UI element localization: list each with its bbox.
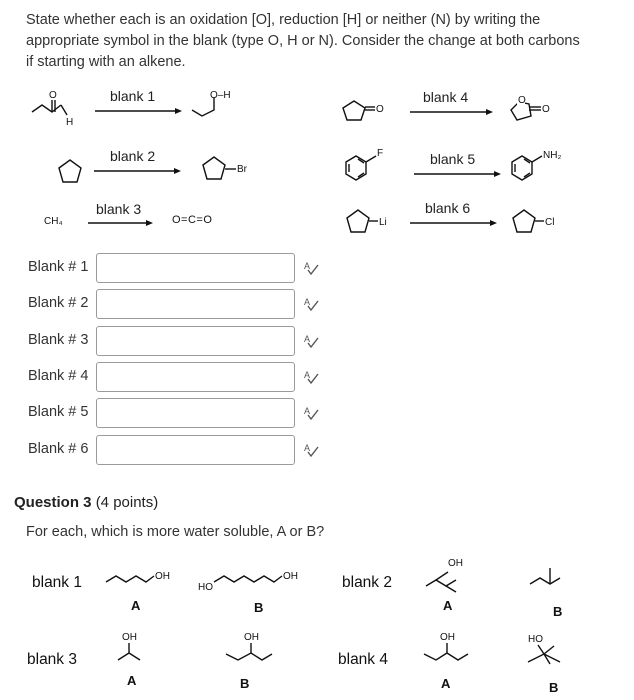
carbon-dioxide-label: O=C=O [172,214,213,226]
question-3-heading [14,494,158,511]
question-3-prompt: For each, which is more water soluble, A or B? [26,524,325,540]
blank-label-3: Blank # 3 [28,332,89,348]
reaction-label-blank-2: blank 2 [110,148,156,164]
spellcheck-icon[interactable] [302,368,320,386]
reaction-arrow-5 [414,169,504,179]
blank-4-input[interactable] [96,362,295,392]
blank-3-input[interactable] [96,326,295,356]
oh-label: OH [244,632,259,643]
q3-blank2-a-label: A [443,598,453,613]
q3-blank1-b-label: B [254,600,264,615]
q3-blank1-a-structure [104,566,194,596]
oh-label: OH [448,558,463,569]
blank-2-input[interactable] [96,289,295,319]
q3-blank-1-label: blank 1 [32,574,82,591]
lactone-structure [505,92,565,132]
blank-label-6: Blank # 6 [28,441,89,457]
atom-f: F [377,148,384,159]
hydroxyl-label: O–H [210,90,231,101]
q3-blank3-a-label: A [127,673,137,688]
q3-blank2-b-label: B [553,604,563,619]
blank-row-2 [28,289,328,319]
reaction-arrow-2 [94,166,184,176]
q3-blank4-a-structure [420,630,480,666]
blank-label-2: Blank # 2 [28,295,89,311]
spellcheck-icon[interactable] [302,441,320,459]
reaction-arrow-4 [410,107,500,117]
blank-row-1 [28,253,328,283]
reaction-label-blank-1: blank 1 [110,88,156,104]
question-3-points: (4 points) [95,494,159,511]
aniline-structure [508,146,578,190]
spellcheck-icon[interactable] [302,259,320,277]
oh-label: OH [440,632,455,643]
svg-text:A: A [304,261,311,271]
methane-label: CH₄ [44,216,63,227]
atom-o: O [542,104,550,115]
spellcheck-icon[interactable] [302,295,320,313]
q3-blank2-a-structure [422,556,482,596]
question-3-title: Question 3 [14,494,92,511]
instructions-text: State whether each is an oxidation [O], reduction [H] or neither (N) by writing the appropriate symbol in the blank (type O, H or N). Consider the change at both carbons if starting with an alkene. [26,12,580,70]
spellcheck-icon[interactable] [302,332,320,350]
blank-label-5: Blank # 5 [28,404,89,420]
q3-blank3-b-label: B [240,676,250,691]
atom-o: O [49,90,57,101]
atom-cl: Cl [545,217,555,228]
q3-blank3-b-structure [222,630,282,666]
q3-blank4-a-label: A [441,676,451,691]
q3-blank-4-label: blank 4 [338,651,388,668]
svg-text:A: A [304,334,311,344]
q3-blank3-a-structure [112,630,152,666]
ho-label: HO [198,582,213,593]
group-nh2: NH₂ [543,150,562,161]
oh-label: OH [283,571,298,582]
blank-1-input[interactable] [96,253,295,283]
blank-row-3 [28,326,328,356]
blank-label-4: Blank # 4 [28,368,89,384]
reaction-label-blank-3: blank 3 [96,201,142,217]
bromocyclopentane-structure [200,155,260,185]
atom-li: Li [379,217,387,228]
blank-6-input[interactable] [96,435,295,465]
svg-text:A: A [304,370,311,380]
chlorocyclopentane-structure [510,208,570,238]
ring-o: O [518,95,526,106]
blank-5-input[interactable] [96,398,295,428]
q3-blank4-b-structure [520,630,580,670]
cyclopentanone-structure [340,98,400,128]
q3-blank-2-label: blank 2 [342,574,392,591]
reaction-arrow-1 [95,106,185,116]
atom-o: O [376,104,384,115]
q3-blank4-b-label: B [549,680,559,695]
q3-blank1-b-structure [196,566,316,596]
propanol-structure [190,86,250,126]
spellcheck-icon[interactable] [302,404,320,422]
reaction-label-blank-6: blank 6 [425,200,471,216]
atom-h: H [66,117,74,128]
blank-label-1: Blank # 1 [28,259,89,275]
svg-text:A: A [304,406,311,416]
cyclopentyllithium-structure [344,208,404,238]
propanal-structure [30,88,80,128]
svg-text:A: A [304,297,311,307]
reaction-label-blank-4: blank 4 [423,89,469,105]
oh-label: OH [122,632,137,643]
reaction-arrow-6 [410,218,500,228]
cyclopentane-structure [56,158,86,186]
svg-text:A: A [304,443,311,453]
q3-blank-3-label: blank 3 [27,651,77,668]
fluorobenzene-structure [342,146,402,190]
reaction-arrow-3 [88,218,158,228]
atom-br: Br [237,164,247,175]
reaction-label-blank-5: blank 5 [430,151,476,167]
q3-blank2-b-structure [526,562,576,596]
blank-row-5 [28,398,328,428]
q3-blank1-a-label: A [131,598,141,613]
ho-label: HO [528,634,543,645]
blank-row-4 [28,362,328,392]
oh-label: OH [155,571,170,582]
blank-row-6 [28,435,328,465]
